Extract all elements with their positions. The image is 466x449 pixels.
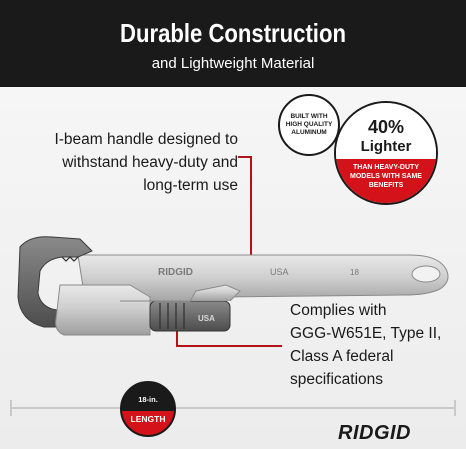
header-banner: [0, 0, 466, 87]
handle-hang-hole: [412, 266, 440, 282]
ridgid-logo: [338, 420, 456, 446]
length-tick-right: [454, 400, 456, 416]
length-label: LENGTH: [130, 414, 166, 424]
page-title: Durable Construction: [120, 18, 346, 48]
lighter-label: Lighter: [360, 138, 412, 155]
wrench-brand-mark: RIDGID: [158, 267, 193, 278]
adjusting-nut: [150, 301, 230, 331]
length-badge: [120, 381, 176, 437]
ibeam-line-3: long-term use: [143, 177, 238, 194]
page-subtitle: and Lightweight Material: [151, 55, 315, 72]
aluminum-badge: [278, 94, 340, 156]
jaw-teeth: [62, 257, 78, 261]
nut-mark: USA: [198, 314, 215, 323]
wrench-housing: [56, 285, 150, 335]
length-value: 18-in.: [138, 395, 158, 404]
length-tick-left: [10, 400, 12, 416]
ibeam-callout: [20, 128, 238, 197]
comply-line-1: Complies with: [290, 302, 387, 319]
lighter-badge: [334, 101, 438, 205]
comply-line-2: GGG-W651E, Type II,: [290, 325, 442, 342]
aluminum-badge-text: BUILT WITH HIGH QUALITY ALUMINUM: [285, 113, 333, 136]
wrench-country-mark: USA: [270, 267, 289, 277]
lighter-description: THAN HEAVY-DUTY MODELS WITH SAME BENEFITS: [350, 164, 422, 189]
ibeam-line-2: withstand heavy-duty and: [62, 154, 238, 171]
ridgid-logo-text: RIDGID: [338, 422, 411, 444]
wrench-size-mark: 18: [350, 268, 359, 277]
comply-line-4: specifications: [290, 371, 384, 388]
ibeam-line-1: I-beam handle designed to: [54, 131, 238, 148]
lighter-percent: 40%: [367, 117, 405, 137]
pipe-wrench-illustration: [0, 235, 466, 355]
length-measure-line: [10, 407, 456, 409]
comply-line-3: Class A federal: [290, 348, 394, 365]
